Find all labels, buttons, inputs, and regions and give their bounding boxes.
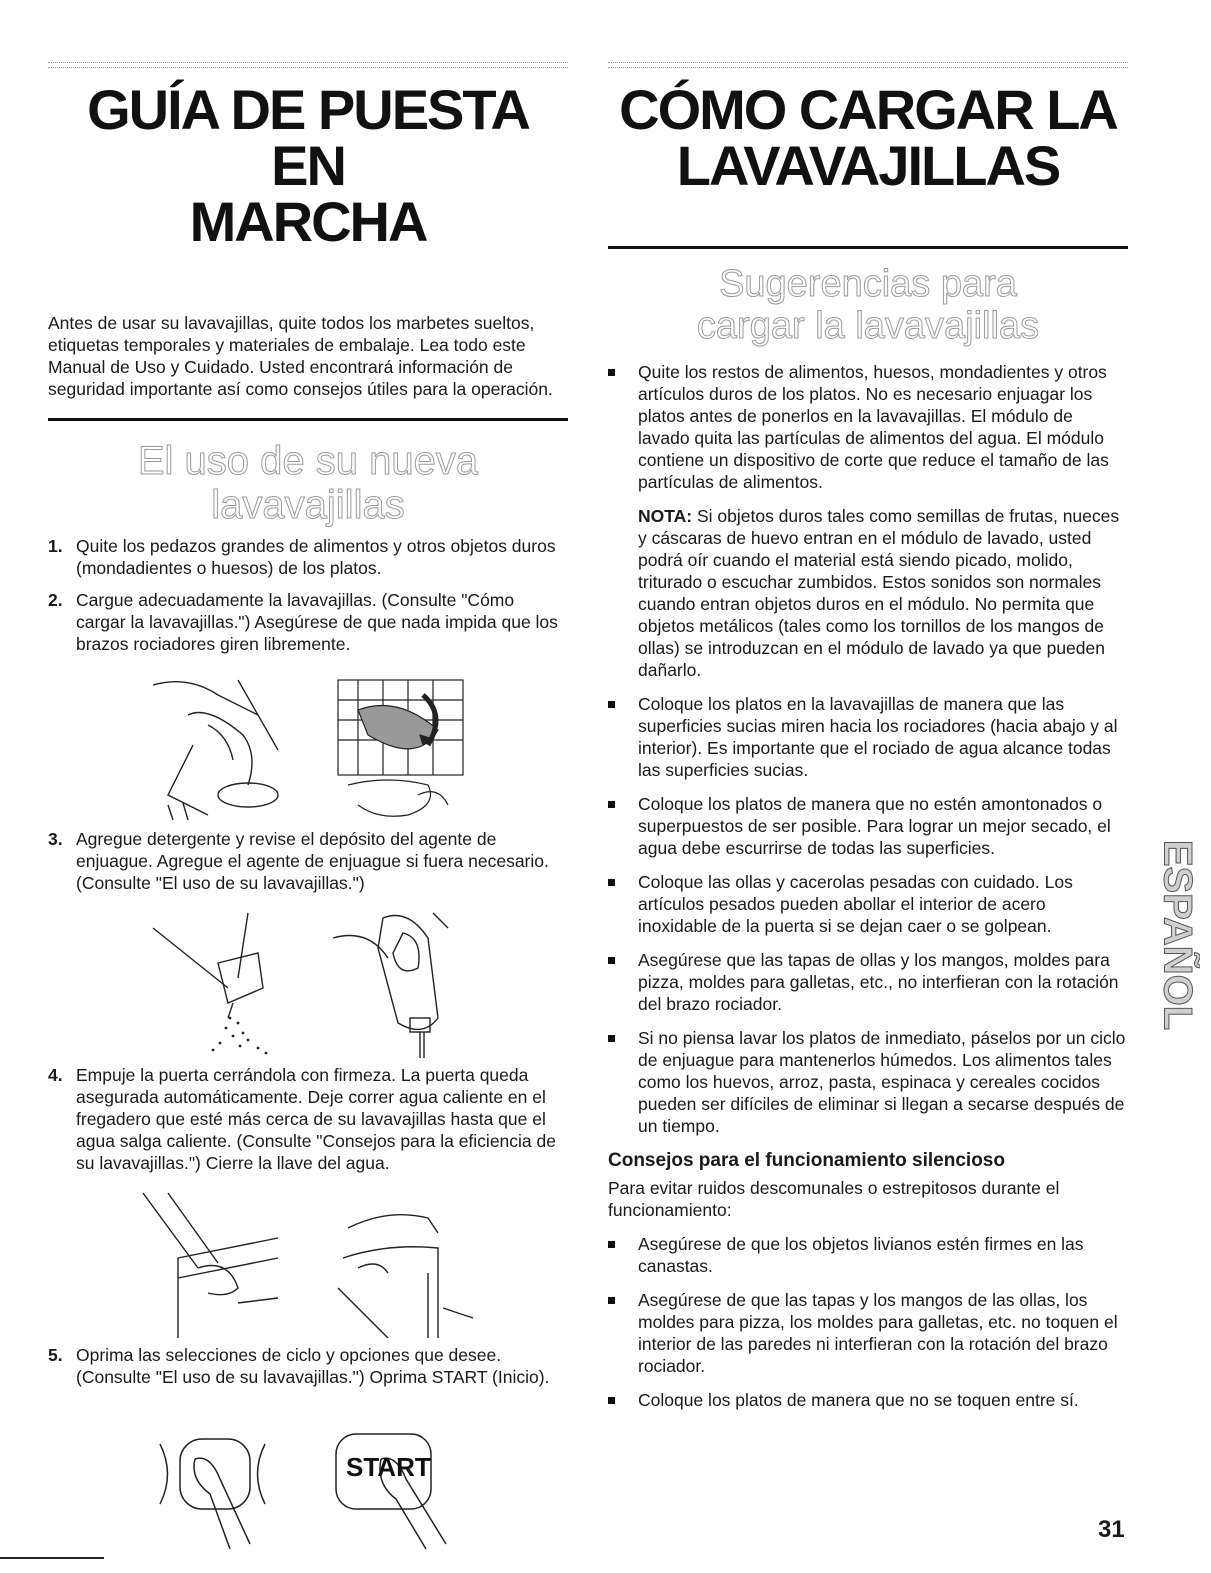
section-rule bbox=[48, 418, 568, 421]
bullet-square-icon bbox=[608, 801, 615, 808]
illustration-row-detergent bbox=[48, 908, 568, 1058]
step-item bbox=[48, 828, 568, 894]
illustration-row-scrape-load bbox=[48, 675, 568, 820]
step-item bbox=[48, 535, 568, 579]
quiet-operation-heading: Consejos para el funcionamiento silencioso bbox=[608, 1150, 1005, 1171]
start-button-label: START bbox=[346, 1452, 431, 1482]
note-text: Si objetos duros tales como semillas de frutas, nueces y cáscaras de huevo entran en el módulo de lavado, usted podrá oír cuando el material está siendo picado, molido, triturado o escuchar zumbidos. Estos sonidos son normales cuando entran objetos duros en el módulo. No permita que objetos metálicos (tales como los tornillos de los mangos de ollas) se introduzcan en el módulo de lavado ya que pueden dañarlo. bbox=[638, 506, 1120, 680]
list-item: Si no piensa lavar los platos de inmediato, páselos por un ciclo de enjuague para mantenerlos húmedos. Los alimentos tales como los huevos, arroz, pasta, espinaca y cereales cocidos pueden ser difíciles de eliminar si llegan a secarse después de un tiempo. bbox=[608, 1027, 1128, 1137]
intro-paragraph: Antes de usar su lavavajillas, quite todos los marbetes sueltos, etiquetas temporales y materiales de embalaje. Lea todo este Manual de Uso y Cuidado. Usted encontrará información de seguridad importante así como consejos útiles para la operación. bbox=[48, 313, 553, 399]
section-title-sugerencias: Sugerencias para cargar la lavavajillas bbox=[696, 263, 1040, 347]
left-page-title: GUÍA DE PUESTA EN MARCHA bbox=[87, 78, 529, 253]
bullet-square-icon bbox=[608, 879, 615, 886]
right-page-title: CÓMO CARGAR LA LAVAVAJILLAS bbox=[619, 78, 1117, 197]
list-item: Asegúrese de que los objetos livianos estén firmes en las canastas. bbox=[608, 1233, 1128, 1277]
list-item: Coloque los platos de manera que no estén amontonados o superpuestos de ser posible. Para lograr un mejor secado, el agua debe escurrirse de todas las superficies. bbox=[608, 793, 1128, 859]
top-dotted-rule bbox=[608, 62, 1128, 68]
top-dotted-rule bbox=[48, 62, 568, 68]
bullet-square-icon bbox=[608, 1397, 615, 1404]
faucet-illustration bbox=[328, 1188, 478, 1338]
step-number: 3. bbox=[48, 829, 63, 849]
step-text: Agregue detergente y revise el depósito del agente de enjuague. Agregue el agente de enjuague si fuera necesario. (Consulte "El uso de su lavavajillas.") bbox=[76, 829, 549, 893]
left-column bbox=[48, 62, 568, 1554]
scrape-plate-illustration bbox=[148, 675, 288, 820]
quiet-tips-list bbox=[608, 1233, 1128, 1411]
illustration-row-buttons bbox=[48, 1424, 568, 1554]
setup-steps-cont3 bbox=[48, 1344, 568, 1388]
rinse-aid-bottle-illustration bbox=[328, 908, 468, 1058]
loading-tips-list bbox=[608, 361, 1128, 493]
bullet-square-icon bbox=[608, 1035, 615, 1042]
illustration-row-door-faucet bbox=[48, 1188, 568, 1338]
press-start-button-illustration bbox=[326, 1424, 476, 1554]
section-rule bbox=[608, 246, 1128, 249]
step-text: Cargue adecuadamente la lavavajillas. (Consulte "Cómo cargar la lavavajillas.") Asegúrese de que nada impida que los brazos rociadores giren libremente. bbox=[76, 590, 558, 654]
bullet-square-icon bbox=[608, 957, 615, 964]
setup-steps bbox=[48, 535, 568, 655]
list-item: Coloque los platos en la lavavajillas de manera que las superficies sucias miren hacia los rociadores (hacia abajo y al interior). Es importante que el rociado de agua alcance todas las superficies sucias. bbox=[608, 693, 1128, 781]
language-side-tab bbox=[1150, 810, 1200, 1060]
note-label: NOTA: bbox=[638, 506, 693, 526]
list-item: Asegúrese de que las tapas y los mangos de las ollas, los moldes para pizza, los moldes para galletas, etc. no toquen el interior de las paredes ni interfieran con la rotación del brazo rociador. bbox=[608, 1289, 1128, 1377]
side-tab-label: ESPAÑOL bbox=[1155, 839, 1200, 1031]
bullet-square-icon bbox=[608, 369, 615, 376]
footer-rule bbox=[0, 1557, 104, 1559]
step-text: Empuje la puerta cerrándola con firmeza. La puerta queda asegurada automáticamente. Deje correr agua caliente en el fregadero que esté más cerca de su lavavajillas hasta que el agua salga caliente. (Consulte "Consejos para la eficiencia de su lavavajillas.") Cierre la llave del agua. bbox=[76, 1065, 556, 1173]
list-item: Quite los restos de alimentos, huesos, mondadientes y otros artículos duros de los platos. No es necesario enjuagar los platos antes de ponerlos en la lavavajillas. El módulo de lavado quita las partículas de alimentos del agua. El módulo contiene un dispositivo de corte que reduce el tamaño de las partículas de alimentos. bbox=[608, 361, 1128, 493]
step-text: Oprima las selecciones de ciclo y opciones que desee. (Consulte "El uso de su lavavajillas.") Oprima START (Inicio). bbox=[76, 1345, 550, 1387]
load-rack-illustration bbox=[328, 675, 468, 820]
bullet-square-icon bbox=[608, 1241, 615, 1248]
list-item: Coloque los platos de manera que no se toquen entre sí. bbox=[608, 1389, 1128, 1411]
step-text: Quite los pedazos grandes de alimentos y otros objetos duros (mondadientes o huesos) de los platos. bbox=[76, 536, 556, 578]
setup-steps-cont2 bbox=[48, 1064, 568, 1174]
close-door-illustration bbox=[138, 1188, 288, 1338]
bullet-square-icon bbox=[608, 1297, 615, 1304]
setup-steps-cont bbox=[48, 828, 568, 894]
step-number: 2. bbox=[48, 590, 63, 610]
list-item: Coloque las ollas y cacerolas pesadas con cuidado. Los artículos pesados pueden abollar el interior de acero inoxidable de la puerta si se dejan caer o se golpean. bbox=[608, 871, 1128, 937]
step-item bbox=[48, 589, 568, 655]
bullet-square-icon bbox=[608, 701, 615, 708]
step-item bbox=[48, 1064, 568, 1174]
step-item bbox=[48, 1344, 568, 1388]
list-item: Asegúrese que las tapas de ollas y los mangos, moldes para pizza, moldes para galletas, etc., no interfieran con la rotación del brazo rociador. bbox=[608, 949, 1128, 1015]
step-number: 5. bbox=[48, 1345, 63, 1365]
quiet-operation-intro: Para evitar ruidos descomunales o estrepitosos durante el funcionamiento: bbox=[608, 1178, 1060, 1220]
page-number: 31 bbox=[1098, 1516, 1125, 1543]
step-number: 4. bbox=[48, 1065, 63, 1085]
press-option-button-illustration bbox=[140, 1424, 290, 1554]
section-title-uso: El uso de su nueva lavavajillas bbox=[137, 439, 479, 527]
loading-tips-list-2 bbox=[608, 693, 1128, 1137]
step-number: 1. bbox=[48, 536, 63, 556]
right-column bbox=[608, 62, 1128, 1423]
pour-detergent-illustration bbox=[148, 908, 288, 1058]
note-paragraph bbox=[608, 505, 1128, 681]
